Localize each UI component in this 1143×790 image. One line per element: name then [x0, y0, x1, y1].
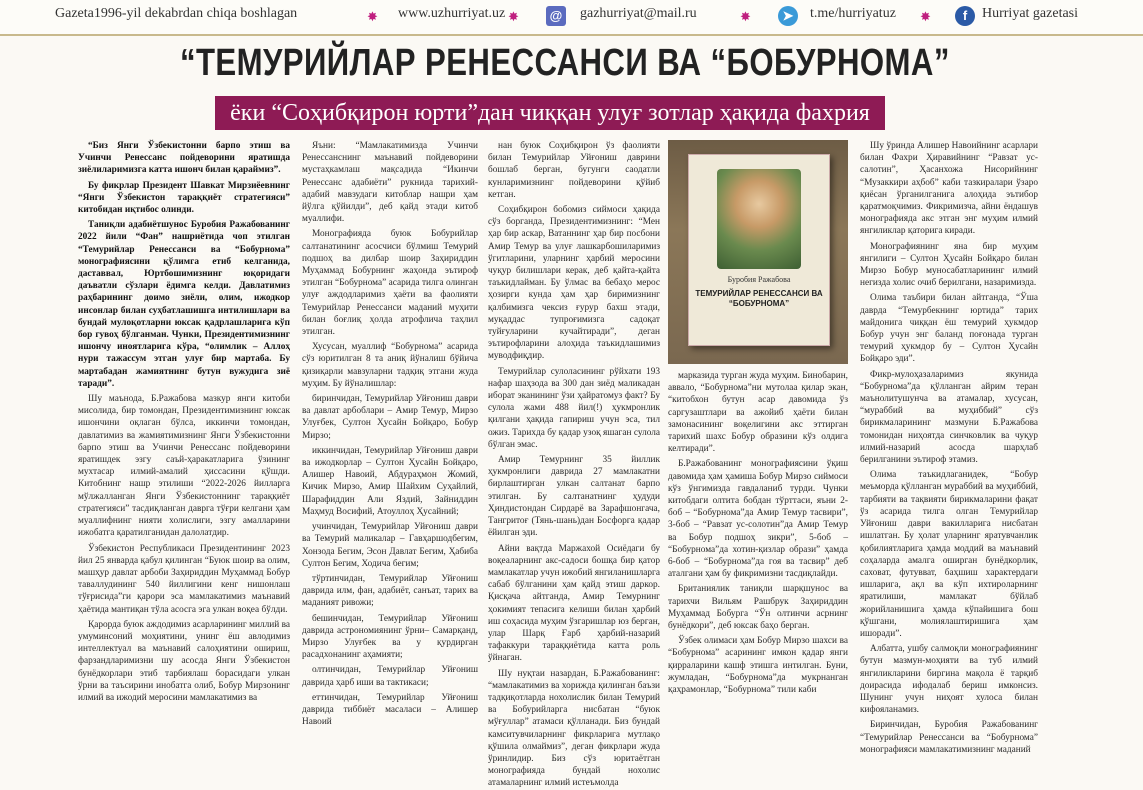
paragraph: Айни вақтда Маржахой Осиёдаги бу воқеаларнинг акс-садоси бошқа бир қатор мамлакатлар учун ижобий янгиланишларга сабаб бўлганини ҳам қайд этиш даркор. Қисқача айтганда, Амир Темурнинг ҳокимият тепасига келиши билан ҳарбий иш соҳасида муҳим ўзгаришлар юз берган, улар Шарқ Ғарб ҳарбий-назарий тафаккури тараққиётида катта роль ўйнаган. — [488, 543, 660, 664]
founding-note: Gazeta1996-yil dekabrdan chiqa boshlagan — [55, 6, 298, 21]
telegram-link[interactable]: t.me/hurriyatuz — [810, 6, 896, 21]
lead-paragraph: Таниқли адабиётшунос Буробия Ражабованинг 2022 йили “Фан” нашриётида чоп этилган “Темурийлар Ренессанси ва “Бобурнома” монографиясини қўлимга етиб келганида, даставвал, Юртбошимизнинг юқоридаги даъватли сўзлари ёдимга келди. Давлатимиз раҳбарининг доимо зиёли, олим, ижодкор инсонлар билан суҳбатлашишга интилишлари ва бундай мулоқотларни юксак қадрлашларига кўп бор гувоҳ бўлганман. Чунки, Президентимизнинг ишончу иноятларига кўра, “олимлик – Аллоҳ нури тажассум этган улуғ бир мартаба. Бу мартабадан жамиятнинг бутун вужудига зиё таради”. — [78, 220, 290, 389]
email-icon: @ — [546, 6, 566, 26]
portrait-image — [717, 169, 801, 269]
paragraph: Соҳибқирон бобомиз сиймоси ҳақида сўз борганда, Президентимизнинг: “Мен ҳар бир аскар, Ватаннинг ҳар бир посбони Амир Темур ва улуғ лашкарбошиларимиз ўгитларини, уларнинг ҳарбий меросини чуқур билишлари керак, деб қайта-қайта таъкидлайман. Бу ўлмас ва бебаҳо мерос ҳозирги кунда ҳам ҳар биримизнинг қалбимизга чексиз ғурур бахш этади, муқаддас тупроғимизга садоқат туйғуларини кучайтиради”, деган эътирофларини алоҳида таъкидлашимиз муводфиқдир. — [488, 205, 660, 362]
paragraph: нан буюк Соҳибқирон ўз фаолияти билан Темурийлар Уйғониш даврини бошлаб берган, бугунги саодатли кунларимизнинг пойдеворини қўйиб кетган. — [488, 141, 660, 200]
paragraph: Ўзбекистон Республикаси Президентининг 2023 йил 25 январда қабул қилинган “Буюк шоир ва олим, машҳур давлат арбоби Заҳириддин Муҳаммад Бобур таваллудининг 540 йиллигини кенг нишонлаш тўғрисида”ги қарори эса мамлакатимиз маънавий ҳаётида мантиқан тўла асосга эга улкан воқеа бўлди. — [78, 543, 290, 615]
paragraph: Хусусан, муаллиф “Бобурнома” асарида сўз юритилган 8 та аниқ йўналиш бўйича қизиқарли мавзуларни тадқиқ этгани жуда муҳим. Бу йўналишлар: — [302, 342, 478, 389]
paragraph: еттинчидан, Темурийлар Уйғониш даврида тиббиёт масаласи – Алишер Навоий — [302, 692, 478, 728]
paragraph: олтинчидан, Темурийлар Уйғониш даврида ҳарб иши ва тактикаси; — [302, 665, 478, 688]
text-column-3 — [488, 140, 660, 789]
paragraph: Монографиянинг яна бир муҳим янгилиги – Султон Ҳусайн Бойқаро билан Мирзо Бобур муносабатларининг илмий негизда холис очиб берилгани, назаримизда. — [860, 241, 1038, 289]
lead-source: Бу фикрлар Президент Шавкат Мирзиёевнинг “Янги Ўзбекистон тараққиёт стратегияси” китобидан иқтибос олинди. — [78, 180, 290, 216]
paragraph: биринчидан, Темурийлар Уйғониш даври ва давлат арбоблари – Амир Темур, Мирзо Улуғбек, Султон Ҳусайн Бойқаро, Бобур Мирзо; — [302, 394, 478, 441]
text-column-4 — [668, 370, 848, 696]
paragraph: Албатта, ушбу салмоқли монографиянинг бутун мазмун-моҳияти ва туб илмий янгиликларини биргина мақола ё тарқиб доирасида ифодалаб бериш имконсиз. Шунинг учун ниҳоят хулоса билан кифояланамиз. — [860, 644, 1038, 716]
separator-star-icon: ✸ — [920, 9, 931, 24]
paragraph: Амир Темурнинг 35 йиллик ҳукмронлиги даврида 27 мамлакатни бирлаштирган улкан салтанат барпо этилган. Бу салтанатнинг ҳудуди Ҳиндистондан Сирдарё ва Зарафшонгача, Тангритоғ (Тянь-шань)дан Босфорга қадар ёйилган эди. — [488, 455, 660, 539]
paragraph: Олима таъкидлаганидек, “Бобур меъморда қўлланган мураббий ва муҳиббий, тарбияти ва тақвияти бирикмаларини фақат ўз асарида тилга олган Темурийлар Уйғониш даври вакилларига нисбатан ишлатган. Бу ҳолат уларнинг яратувчанлик қобилиятларига ҳамда моддий ва маънавий соҳаларда амалга оширган бунёдкорлик, саховат, футувват, баҳшиш характердаги ишларига, ақл ва кўп ихтироларнинг яратилиши, мамлакат бўйлаб жорийланишига ҳамда кўпайишига бош қўшгани, молиялаштиришига ҳам ишоради”. — [860, 470, 1038, 639]
paragraph: Шу маънода, Б.Ражабова мазкур янги китоби мисолида, бир томондан, Президентимизнинг юксак ишончини оқлаган бўлса, иккинчи томондан, давлатимиз ва жамиятимизнинг Янги Ўзбекистонни барпо этиш ва Учинчи Ренессанс пойдеворини яратишдек эзгу саъй-ҳаракатларига ўзининг мухтасар илмий-амалий ҳиссасини қўшди. Китобнинг нашр этилиши “2022-2026 йилларга мўлжалланган Янги Ўзбекистоннинг тараққиёт стратегияси” тасдиқланган даврга тўғри келгани ҳам муаллифнинг нияти холислиги, эзгу амалларини ижобатга қаратилганидан далолатдир. — [78, 394, 290, 539]
text-column-5 — [860, 140, 1038, 755]
paragraph: Темурийлар сулоласининг рўйхати 193 нафар шаҳзода ва 300 дан зиёд маликадан иборат эканининг ўзи ҳайратомуз факт? Бу сулола жами 488 йил(!) ҳукмронлик қилгани ҳақида гапириш учун эса, тил ожиз. Тарихда бу қадар узоқ яшаган сулола бўлган эмас. — [488, 366, 660, 450]
website-link[interactable]: www.uzhurriyat.uz — [398, 6, 506, 21]
text-column-1 — [78, 140, 290, 703]
paragraph: Яъни: “Мамлакатимизда Учинчи Ренессанснинг маънавий пойдеворини мустаҳкамлаш мақсадида “Икинчи Ренессанс адабиёти” рукнида тарихий-адабий мавзудаги китоблар нашри ҳам йўлга қўйилди”, деб қайд этади китоб муаллифи. — [302, 141, 478, 225]
paragraph: Шу нуқтаи назардан, Б.Ражабованинг: “мамлакатимиз ва хорижда қилинган баъзи тадқиқотларда нохолислик билан Темурий ва Бобурийларга нисбатан “буюк мўғуллар” атамаси қўлланади. Биз бундай камситувчиларнинг фикрларига мутлақо қўшила олмаймиз”, деган фикрлари жуда ўринлидир. Биз сўз юритаётган монографияда бундай нохолис атамаларнинг илмий истеъмолда — [488, 668, 660, 789]
separator-star-icon: ✸ — [740, 9, 751, 24]
separator-star-icon: ✸ — [508, 9, 519, 24]
paragraph: Монографияда буюк Бобурийлар салтанатининг асосчиси бўлмиш Темурий подшоҳ ва дилбар шоир Заҳириддин Муҳаммад Бобурнинг жаҳонда эътироф этилган “Бобурнома” асарида тилга олинган улуғ аждодларимиз ҳаёти ва фаолияти Темурийлар Ренессанси маданий муҳити билан боғлиқ ҳолда атрофлича таҳлил этилган. — [302, 229, 478, 338]
paragraph: Фикр-мулоҳазаларимиз якунида “Бобурнома”да қўлланган айрим теран маънолитушунча ва атамалар, хусусан, “мураббий ва муҳиббий” сўз бирикмаларининг мазмуни Б.Ражабова томонидан ниҳоятда синчковлик ва чуқур илмий-назарий асосда шарҳлаб берилганини эътироф этамиз. — [860, 369, 1038, 466]
book-cover-photo — [668, 140, 848, 364]
paragraph: Ўзбек олимаси ҳам Бобур Мирзо шахси ва “Бобурнома” асарининг имкон қадар янги қирраларини кашф этишга интилган. Буни, жумладан, “Бобурнома”да мукрнанган қаҳрамонлар, “Бобурнома” тили каби — [668, 636, 848, 696]
paragraph: иккинчидан, Темурийлар Уйғониш даври ва ижодкорлар – Султон Ҳусайн Бойқаро, Алишер Навоий, Абдураҳмон Жомий, Кичик Мирзо, Амир Шайхим Суҳайлий, Шарафиддин Али Яздий, Зайниддин Маҳмуд Восифий, Атоуллоҳ Ҳусайний; — [302, 445, 478, 517]
paragraph: бешинчидан, Темурийлар Уйғониш даврида астрономиянинг ўрни– Самарқанд, Мирзо Улуғбек ва у қурдирган расадхонанинг аҳамияти; — [302, 613, 478, 661]
paragraph: Биринчидан, Буробия Ражабованинг “Темурийлар Ренессанси ва “Бобурнома” монографияси мамлакатимизнинг маданий — [860, 720, 1038, 755]
paragraph: Қарорда буюк аждодимиз асарларининг миллий ва умуминсоний моҳиятини, унинг ёш авлодимиз интеллектуал ва маънавий салоҳиятини ошириш, фарзандларимизни шу асосда Янги Ўзбекистон бунёдкорлари этиб тарбиялаш борасидаги улкан ўрни ва таъсирини инобатга олиб, Бобур Мирзонинг илмий ва ижодий меросини мамлакатимиз ва — [78, 619, 290, 703]
paragraph: тўртинчидан, Темурийлар Уйғониш даврида илм, фан, адабиёт, санъат, тарих ва маданият ривожи; — [302, 573, 478, 609]
subtitle-banner — [215, 96, 885, 130]
facebook-icon: f — [955, 6, 975, 26]
facebook-link[interactable]: Hurriyat gazetasi — [982, 6, 1079, 21]
text-column-2 — [302, 140, 478, 728]
telegram-icon: ➤ — [778, 6, 798, 26]
paragraph: марказида турган жуда муҳим. Бинобарин, аввало, “Бобурнома”ни мутолаа қилар экан, “китобхон бутун асар давомида ўз саргузаштлари ва ажойиб ҳаёти билан замонасининг воқелигини акс эттирган тарихий шахс Бобур образини кўз олдига келтиради”. — [668, 371, 848, 455]
book-author: Буробия Ражабова — [727, 275, 791, 284]
article-subtitle: ёки “Соҳибқирон юрти”дан чиққан улуғ зотлар ҳақида фахрия — [230, 100, 870, 126]
article-title: “ТЕМУРИЙЛАР РЕНЕССАНСИ ВА “БОБУРНОМА” — [180, 42, 950, 84]
top-info-bar — [0, 0, 1143, 36]
separator-star-icon: ✸ — [367, 9, 378, 24]
paragraph: Британиялик таниқли шарқшунос ва тарихчи Вильям Рашбрук Заҳириддин Муҳаммад Бобурга “Ўн олтинчи асрнинг бунёдкори”, деб юксак баҳо берган. — [668, 584, 848, 632]
paragraph: Б.Ражабованинг монографиясини ўқиш давомида ҳам ҳамиша Бобур Мирзо сиймоси кўз ўнгимизда гавдаланиб турди. Чунки китобдаги олтита бобдан тўрттаси, яъни 2-боб – “Бобурнома”да Амир Темур тасвири”, 3-боб – “Равзат ус-солотин”да Амир Темур ва Бобур подшоҳ зикри”, 5-боб – “Бобурнома”да хотин-қизлар образи” ҳамда 6-боб – “Бобурнома”да гоя ва тасвир” деб аталгани ҳам бу фикримизни тасдиқлайди. — [668, 459, 848, 580]
paragraph: учинчидан, Темурийлар Уйғониш даври ва Темурий маликалар – Гавҳаршодбегим, Хонзода Бегим, Эсон Давлат Бегим, Ҳабиба Султон Бегим, Ходича бегим; — [302, 522, 478, 569]
book-title: ТЕМУРИЙЛАР РЕНЕССАНСИ ВА “БОБУРНОМА” — [695, 289, 823, 308]
email-link[interactable]: gazhurriyat@mail.ru — [580, 6, 697, 21]
paragraph: Шу ўринда Алишер Навоийнинг асарлари билан Фахри Ҳиравийнинг “Равзат ус-салотин”, Ҳасанхожа Нисорийнинг “Музаккири аҳбоб” каби тазкиралари ўзаро қиёсан ўрганилганига алоҳида эътибор қаратмоқчимиз. Фикримизча, айни ёндашув монографияда акс этган энг муҳим илмий янгиликлар қаторига киради. — [860, 141, 1038, 237]
lead-quote: “Биз Янги Ўзбекистонни барпо этиш ва Учинчи Ренессанс пойдеворини яратишда зиёлиларимизга катта ишонч билан қараймиз”. — [78, 141, 290, 176]
book-cover — [688, 154, 830, 346]
paragraph: Олима таъбири билан айтганда, “Ўша даврда “Темурбекнинг юртида” тарих майдонига чиққан ёш темурий ҳукмдор Бобур учун энг баланд поғонада турган темурий ҳукмдор бу – Султон Ҳусайн Бойқаро эди”. — [860, 293, 1038, 365]
